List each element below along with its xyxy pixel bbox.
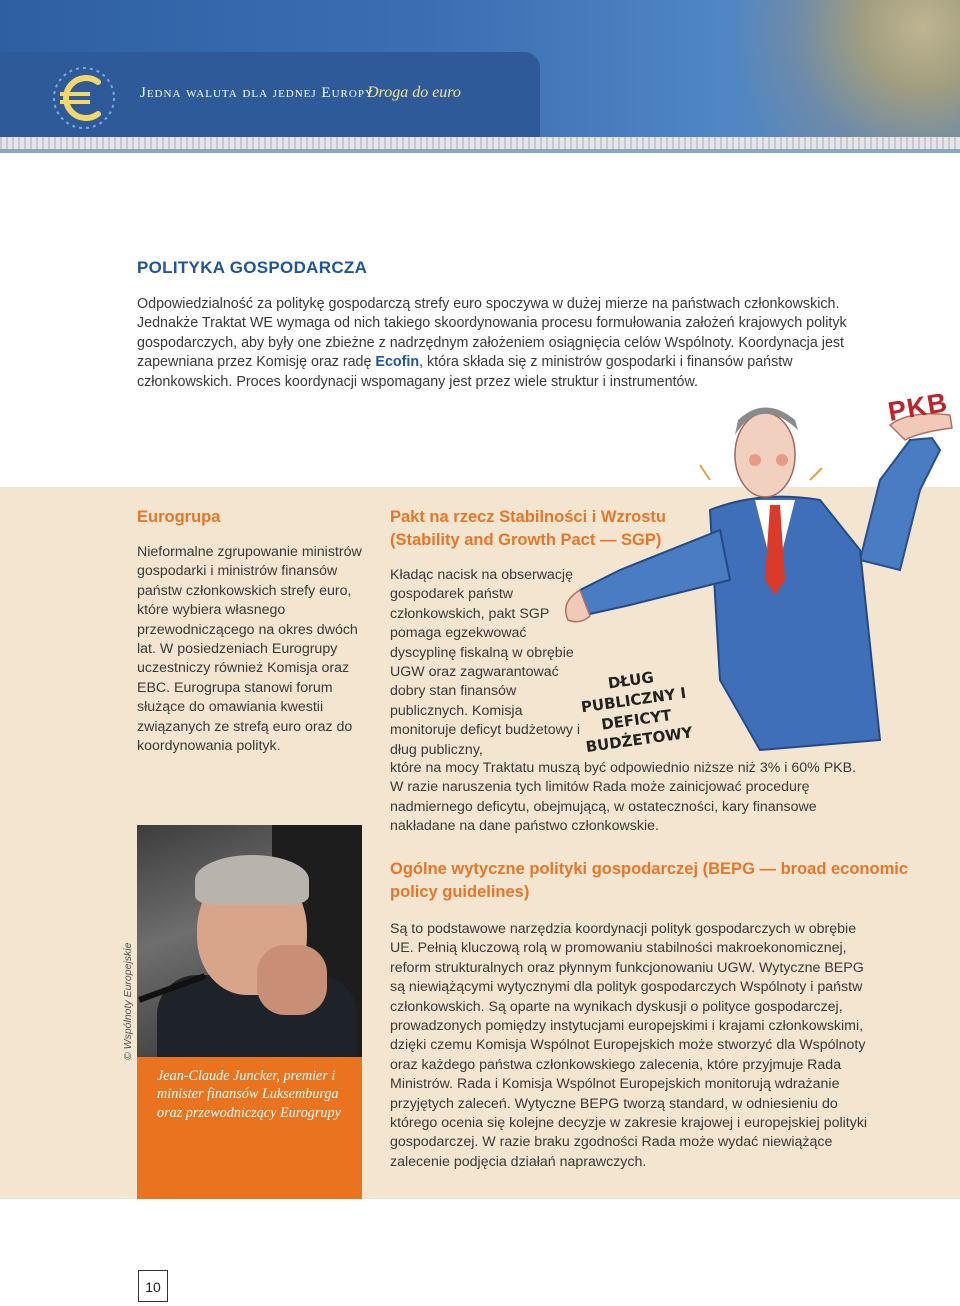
bepg-title: Ogólne wytyczne polityki gospodarczej (BEPG — broad economic policy guidelines) [390,860,909,901]
ecofin-term: Ecofin [375,354,420,371]
photo-hand [257,945,327,1015]
header-stripe-accent [0,149,960,153]
globe-image [710,0,960,137]
header-title: Jedna waluta dla jednej Europy [140,85,374,101]
debt-deficit-label: DŁUG PUBLICZNY I DEFICYT BUDŻETOWY [579,668,694,757]
intro-text-1: Odpowiedzialność za politykę gospodarczą strefy euro spoczywa w dużej mierze na państwach członkowskich. Jednakże Traktat WE wymaga od nich takiego skoordynowania procesu formułowania założeń krajowych polityk gospodarczych, aby były one zbieżne z nadrzędnym założeniem osiągnięcia celów Wspólnoty. Koordynacja jest zapewniana przez Komisję oraz radę [137,296,847,371]
intro-paragraph [137,295,867,392]
header-subtitle: Droga do euro [367,84,461,101]
section-title: POLITYKA GOSPODARCZA [137,258,368,277]
photo-hair [195,855,309,905]
photo-caption: Jean-Claude Juncker, premier i minister finansów Luksemburga oraz przewodniczący Eurogrupy [157,1068,341,1121]
page-number: 10 [138,1270,168,1302]
pkb-label: PKB [885,387,951,427]
bepg-text: Są to podstawowe narzędzia koordynacji polityk gospodarczych w obrębie UE. Pełnią kluczową rolą w promowaniu stabilności makroekonomicznej, reform strukturalnych oraz płynnym funkcjonowaniu UGW. Wytyczne BEPG są niewiążącymi wytycznymi dla polityk gospodarczych Wspólnoty i państw członkowskich. Są oparte na wynikach dyskusji o polityce gospodarczej, prowadzonych pomiędzy instytucjami europejskimi i krajami członkowskimi, dzięki czemu Komisja Wspólnot Europejskich może stworzyć dla Wspólnoty oraz każdego państwa członkowskiego zalecenia, które przyjmuje Rada Ministrów. Rada i Komisja Wspólnot Europejskich monitorują wdrażanie przyjętych zaleceń. Wytyczne BEPG tworzą standard, w odniesieniu do którego ocenia się kolejne decyzje w zakresie krajowej i europejskiej polityki gospodarczej. W razie braku zgodności Rada może wydać niewiążące zalecenie podjęcia działań naprawczych. [390,921,868,1170]
eurogroup-section [137,506,365,756]
header-stripe [0,137,960,149]
page-header [0,0,960,160]
juncker-photo [137,825,362,1057]
sgp-text-narrow: Kładąc nacisk na obserwację gospodarek państw członkowskich, pakt SGP pomaga egzekwować dyscyplinę fiskalną w obrębie UGW oraz zagwarantować dobry stan finansów publicznych. Komisja monitoruje deficyt budżetowy i dług publiczny, [390,567,581,758]
photo-credit: © Wspólnoty Europejskie [122,942,134,1060]
eurogroup-title: Eurogrupa [137,508,221,526]
sgp-text-wide: które na mocy Traktatu muszą być odpowiednio niższe niż 3% i 60% PKB. W razie naruszenia tych limitów Rada może zainicjować procedurę nadmiernego deficytu, obejmującą, w ostateczności, kary finansowe nakładane na dane państwo członkowskie. [390,760,857,835]
sgp-title: Pakt na rzecz Stabilności i Wzrostu (Stability and Growth Pact — SGP) [390,508,666,549]
euro-logo-icon [48,62,120,134]
eurogroup-text: Nieformalne zgrupowanie ministrów gospodarki i ministrów finansów państw członkowskich strefy euro, które wybiera własnego przewodniczącego na okres dwóch lat. W posiedzeniach Eurogrupy uczestniczy również Komisja oraz EBC. Eurogrupa stanowi forum służące do omawiania kwestii związanych ze strefą euro oraz do koordynowania polityk. [137,544,362,755]
intro-text-2: , która składa się z ministrów gospodarki i finansów państw członkowskich. Proces koordynacji wspomagany jest przez wiele struktur i instrumentów. [137,354,793,390]
